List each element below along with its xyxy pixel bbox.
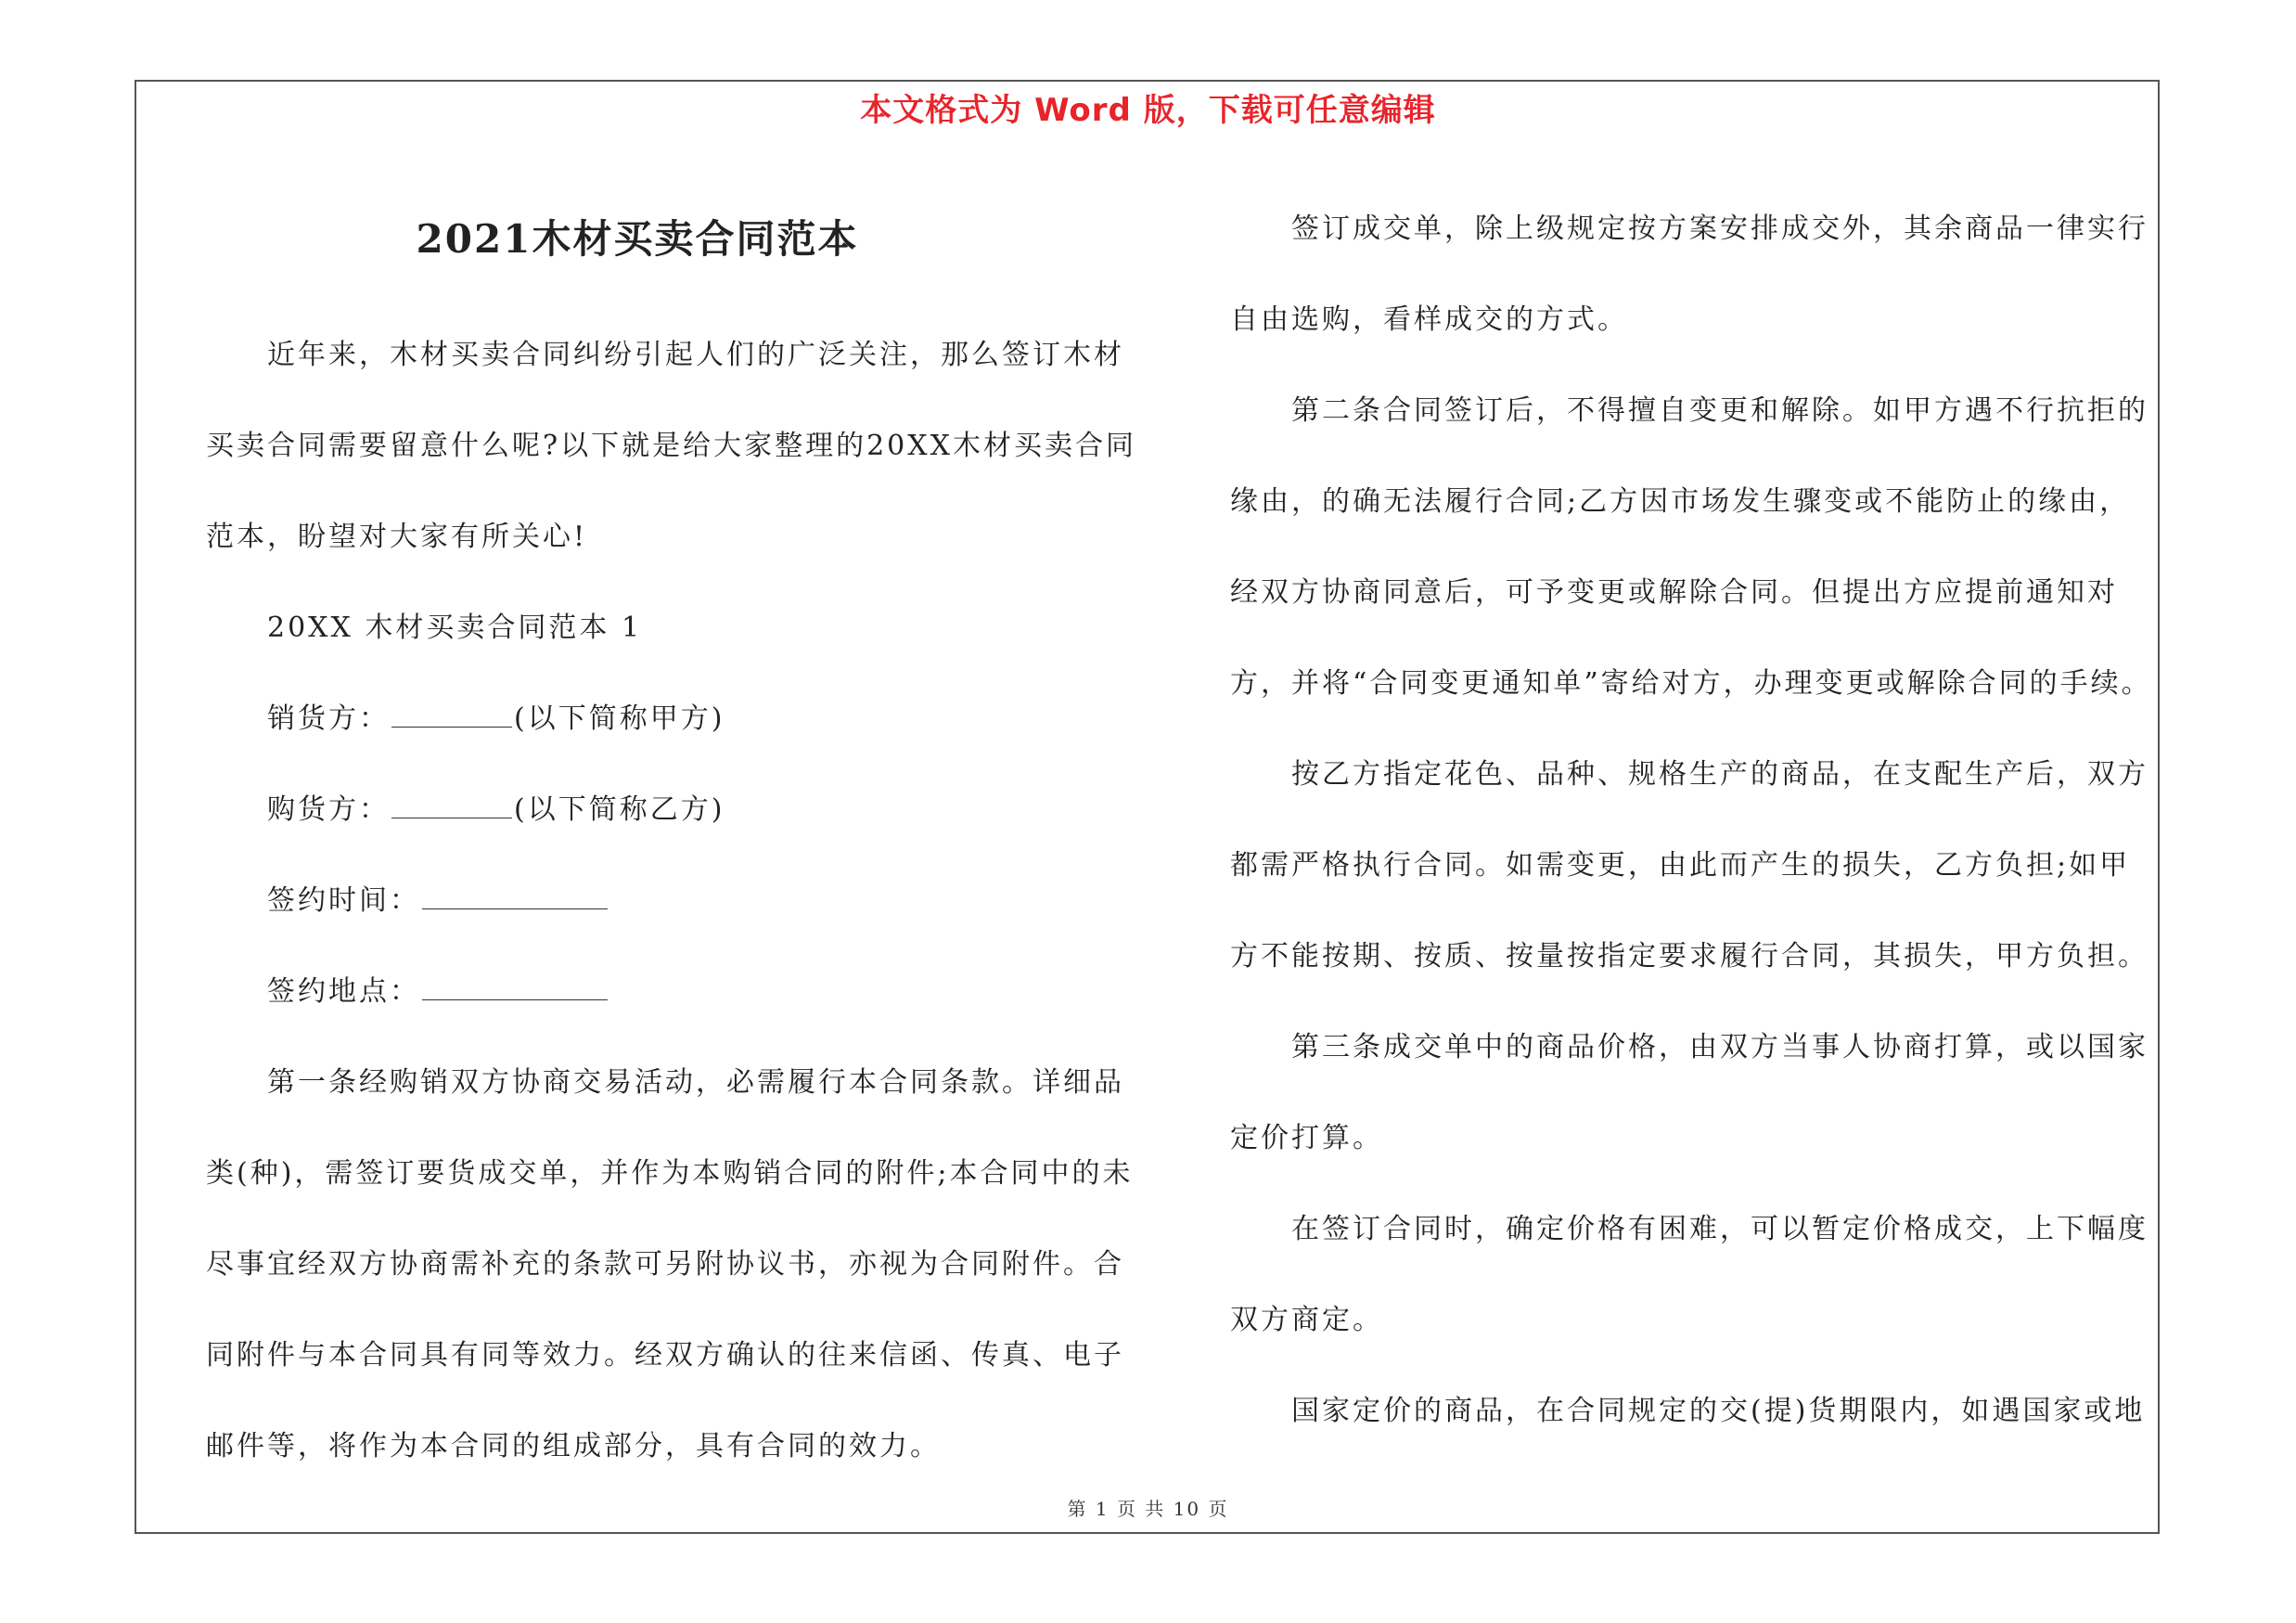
right-paragraph-6: 国家定价的商品，在合同规定的交(提)货期限内，如遇国家或地	[1291, 1395, 2146, 1427]
sign-time-field	[206, 856, 1152, 947]
intro-paragraph: 近年来，木材买卖合同纠纷引起人们的广泛关注，那么签订木材买卖合同需要留意什么呢?以下就是给大家整理的20XX木材买卖合同范本，盼望对大家有所关心!	[206, 339, 1136, 553]
right-paragraph-4: 第三条成交单中的商品价格，由双方当事人协商打算，或以国家定价打算。	[1230, 1031, 2148, 1154]
section-heading: 20XX 木材买卖合同范本 1	[267, 612, 643, 644]
right-paragraph-2: 第二条合同签订后，不得擅自变更和解除。如甲方遇不行抗拒的缘由，的确无法履行合同;乙方因市场发生骤变或不能防止的缘由，经双方协商同意后，可予变更或解除合同。但提出方应提前通知对方，并将“合同变更通知单”寄给对方，办理变更或解除合同的手续。	[1230, 394, 2152, 700]
seller-field	[206, 674, 1152, 765]
sign-place-blank	[422, 979, 608, 1000]
left-body	[206, 310, 1152, 1492]
sign-time-label: 签约时间：	[267, 884, 420, 917]
sign-place-label: 签约地点：	[267, 975, 420, 1008]
buyer-blank	[391, 797, 512, 818]
right-paragraph-3: 按乙方指定花色、品种、规格生产的商品，在支配生产后，双方都需严格执行合同。如需变更，由此而产生的损失，乙方负担;如甲方不能按期、按质、按量按指定要求履行合同，其损失，甲方负担。	[1230, 758, 2148, 973]
page-number: 第 1 页 共 10 页	[1067, 1498, 1229, 1520]
format-banner: 本文格式为 Word 版，下载可任意编辑	[860, 92, 1436, 129]
left-column	[206, 186, 1152, 1492]
buyer-suffix: (以下简称乙方)	[514, 793, 725, 826]
sign-place-field	[206, 947, 1152, 1037]
seller-label: 销货方：	[267, 702, 390, 735]
document-title: 2021木材买卖合同范本	[416, 216, 859, 262]
seller-suffix: (以下简称甲方)	[514, 702, 725, 735]
right-paragraph-5: 在签订合同时，确定价格有困难，可以暂定价格成交，上下幅度双方商定。	[1230, 1213, 2148, 1336]
right-body	[1230, 184, 2158, 1457]
sign-time-blank	[422, 888, 608, 909]
seller-blank	[391, 706, 512, 728]
buyer-field	[206, 765, 1152, 856]
right-paragraph-1: 签订成交单，除上级规定按方案安排成交外，其余商品一律实行自由选购，看样成交的方式。	[1230, 213, 2148, 336]
buyer-label: 购货方：	[267, 793, 390, 826]
right-column	[1230, 186, 2158, 1457]
article-1-paragraph: 第一条经购销双方协商交易活动，必需履行本合同条款。详细品类(种)，需签订要货成交单，并作为本购销合同的附件;本合同中的未尽事宜经双方协商需补充的条款可另附协议书，亦视为合同附件。合同附件与本合同具有同等效力。经双方确认的往来信函、传真、电子邮件等，将作为本合同的组成部分，具有合同的效力。	[206, 1066, 1134, 1462]
